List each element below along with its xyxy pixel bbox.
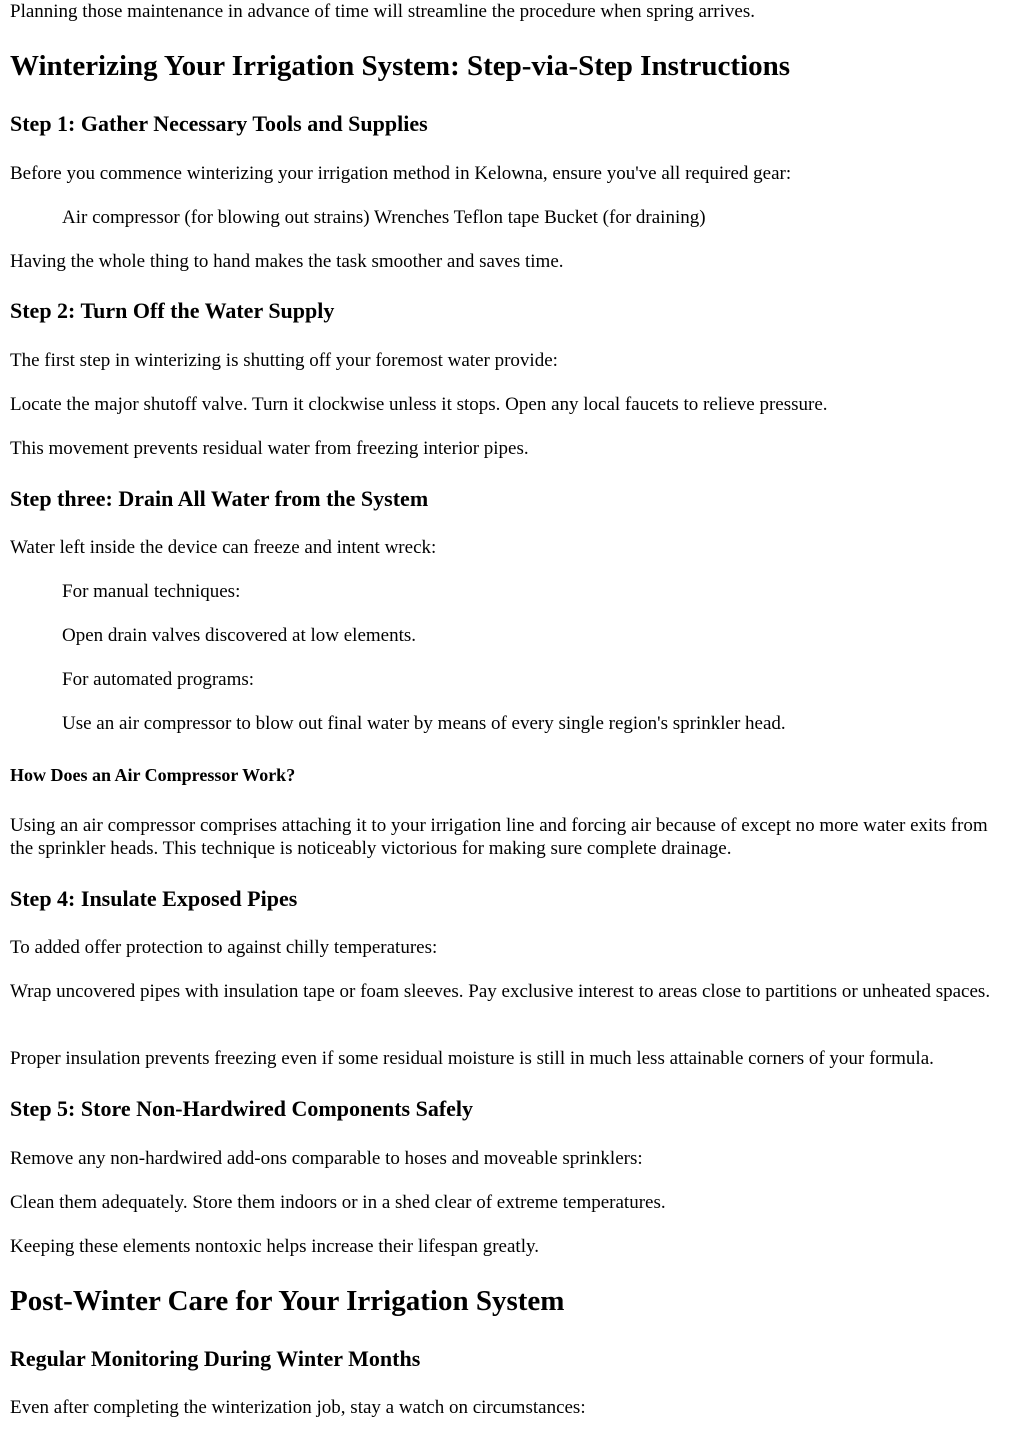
step4-lead: To added offer protection to against chilly temperatures: <box>10 937 438 958</box>
step1-heading: Step 1: Gather Necessary Tools and Supplies <box>10 111 428 136</box>
list-item: Open drain valves discovered at low elements. <box>62 625 417 646</box>
step2-heading: Step 2: Turn Off the Water Supply <box>10 298 335 323</box>
faq-heading-air-compressor: How Does an Air Compressor Work? <box>10 765 296 785</box>
step1-tool-list: Air compressor (for blowing out strains) Wrenches Teflon tape Bucket (for draining) <box>62 207 706 228</box>
step3-heading: Step three: Drain All Water from the System <box>10 486 429 511</box>
step2-lead: The first step in winterizing is shutting off your foremost water provide: <box>10 350 558 371</box>
monitoring-lead: Even after completing the winterization job, stay a watch on circumstances: <box>10 1397 586 1418</box>
step2-after: This movement prevents residual water from freezing interior pipes. <box>10 438 529 459</box>
step2-body: Locate the major shutoff valve. Turn it clockwise unless it stops. Open any local faucets to relieve pressure. <box>10 394 828 415</box>
subheading-regular-monitoring: Regular Monitoring During Winter Months <box>10 1346 421 1371</box>
section-heading-winterizing: Winterizing Your Irrigation System: Step-via-Step Instructions <box>10 50 791 82</box>
list-item: For automated programs: <box>62 669 255 690</box>
step4-after: Proper insulation prevents freezing even if some residual moisture is still in much less attainable corners of your formula. <box>10 1048 934 1069</box>
intro-paragraph: Planning those maintenance in advance of time will streamline the procedure when spring arrives. <box>10 1 755 22</box>
step4-body: Wrap uncovered pipes with insulation tape or foam sleeves. Pay exclusive interest to areas close to partitions or unheated spaces. <box>10 981 991 1002</box>
list-item: For manual techniques: <box>62 581 241 602</box>
faq-body-air-compressor: Using an air compressor comprises attaching it to your irrigation line and forcing air because of except no more water exits from the sprinkler heads. This technique is noticeably victorious for making sure complete drainage. <box>10 815 988 859</box>
section-heading-post-winter: Post-Winter Care for Your Irrigation System <box>10 1285 565 1317</box>
step3-lead: Water left inside the device can freeze and intent wreck: <box>10 537 437 558</box>
step1-lead: Before you commence winterizing your irrigation method in Kelowna, ensure you've all required gear: <box>10 163 792 184</box>
step5-after: Keeping these elements nontoxic helps increase their lifespan greatly. <box>10 1236 539 1257</box>
step5-heading: Step 5: Store Non-Hardwired Components Safely <box>10 1096 474 1121</box>
step5-lead: Remove any non-hardwired add-ons comparable to hoses and moveable sprinklers: <box>10 1148 643 1169</box>
step5-body: Clean them adequately. Store them indoors or in a shed clear of extreme temperatures. <box>10 1192 666 1213</box>
list-item: Use an air compressor to blow out final water by means of every single region's sprinkler head. <box>62 713 786 734</box>
step4-heading: Step 4: Insulate Exposed Pipes <box>10 886 298 911</box>
step1-after: Having the whole thing to hand makes the task smoother and saves time. <box>10 251 564 272</box>
